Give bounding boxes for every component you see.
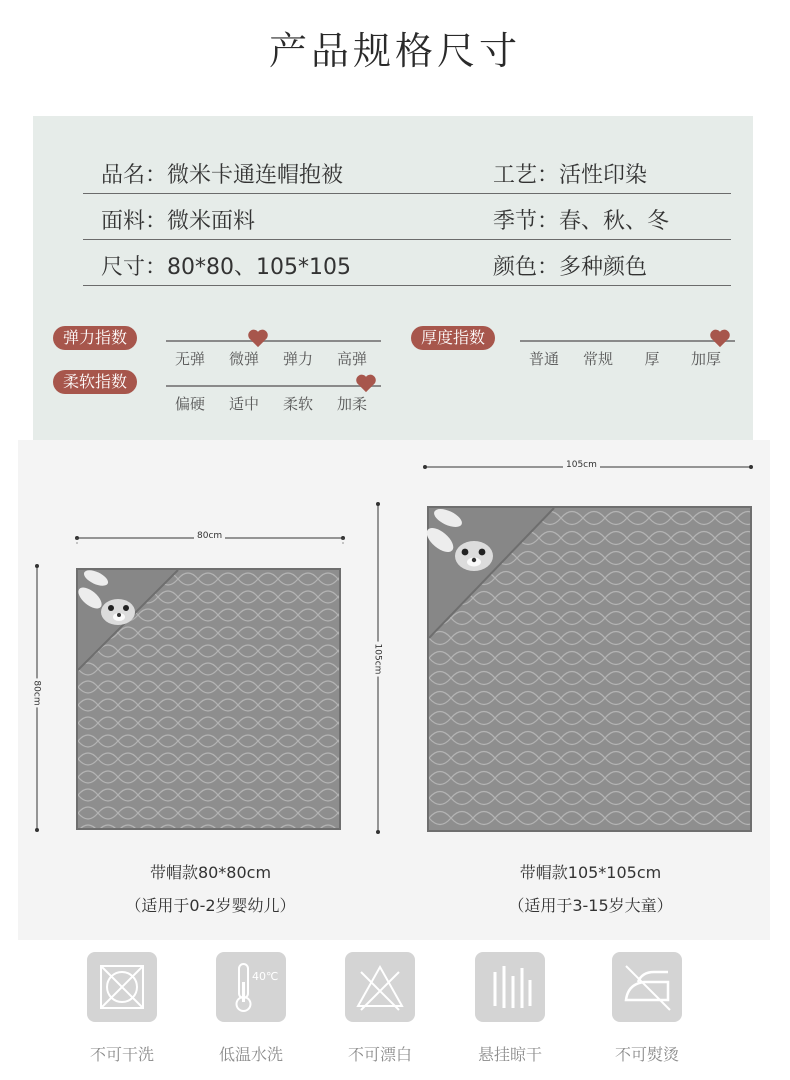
bunny-face-icon bbox=[66, 564, 156, 634]
elasticity-badge: 弹力指数 bbox=[53, 326, 137, 350]
care-item bbox=[77, 952, 167, 1065]
spec-color: 颜色：多种颜色 bbox=[493, 255, 648, 280]
large-width-label: 105cm bbox=[563, 460, 600, 470]
care-label: 悬挂晾干 bbox=[477, 1045, 542, 1064]
thickness-scale bbox=[520, 334, 745, 374]
index-level-label: 偏硬 bbox=[174, 395, 206, 413]
index-level-label: 弹力 bbox=[282, 350, 314, 368]
small-age: （适用于0-2岁婴幼儿） bbox=[125, 896, 296, 915]
spec-row bbox=[83, 194, 731, 240]
care-item bbox=[335, 952, 425, 1065]
softness-badge: 柔软指数 bbox=[53, 370, 137, 394]
large-caption: 带帽款105*105cm bbox=[519, 863, 662, 882]
index-level-label: 加厚 bbox=[690, 350, 722, 368]
spec-fabric: 面料：微米面料 bbox=[101, 209, 256, 234]
hang-dry-icon bbox=[475, 952, 545, 1022]
care-item bbox=[206, 952, 296, 1065]
index-level-label: 柔软 bbox=[282, 395, 314, 413]
small-width-label: 80cm bbox=[194, 531, 225, 541]
spec-season: 季节：春、秋、冬 bbox=[493, 209, 670, 234]
spec-row bbox=[83, 240, 731, 286]
spec-row bbox=[83, 148, 731, 194]
large-height-label: 105cm bbox=[372, 643, 383, 675]
elasticity-scale bbox=[166, 334, 386, 374]
bunny-face-icon bbox=[414, 502, 514, 582]
spec-craft: 工艺：活性印染 bbox=[493, 163, 648, 188]
small-height-label: 80cm bbox=[31, 680, 42, 706]
size-diagram-area bbox=[18, 440, 770, 940]
thickness-badge: 厚度指数 bbox=[411, 326, 495, 350]
softness-scale bbox=[166, 379, 386, 419]
index-level-label: 加柔 bbox=[336, 395, 368, 413]
index-level-label: 适中 bbox=[228, 395, 260, 413]
scale-bar bbox=[520, 340, 735, 342]
no-dry-clean-icon bbox=[87, 952, 157, 1022]
heart-marker-icon bbox=[709, 328, 731, 348]
care-label: 低温水洗 bbox=[218, 1045, 283, 1064]
spec-name: 品名：微米卡通连帽抱被 bbox=[101, 163, 344, 188]
heart-marker-icon bbox=[247, 328, 269, 348]
index-level-label: 高弹 bbox=[336, 350, 368, 368]
index-level-label: 厚 bbox=[644, 350, 660, 368]
scale-bar bbox=[166, 340, 381, 342]
care-label: 不可干洗 bbox=[89, 1045, 154, 1064]
care-item bbox=[465, 952, 555, 1065]
index-level-label: 微弹 bbox=[228, 350, 260, 368]
care-label: 不可漂白 bbox=[347, 1045, 412, 1064]
index-level-label: 常规 bbox=[582, 350, 614, 368]
heart-marker-icon bbox=[355, 373, 377, 393]
no-iron-icon bbox=[612, 952, 682, 1022]
index-level-label: 普通 bbox=[528, 350, 560, 368]
spec-panel bbox=[33, 116, 753, 440]
scale-bar bbox=[166, 385, 381, 387]
index-level-label: 无弹 bbox=[174, 350, 206, 368]
care-item bbox=[602, 952, 692, 1065]
large-age: （适用于3-15岁大童） bbox=[508, 896, 673, 915]
spec-size: 尺寸：80*80、105*105 bbox=[101, 255, 351, 280]
no-bleach-icon bbox=[345, 952, 415, 1022]
low-temp-wash-icon bbox=[216, 952, 286, 1022]
care-label: 不可熨烫 bbox=[614, 1045, 679, 1064]
wash-temperature: 40℃ bbox=[252, 970, 279, 983]
small-caption: 带帽款80*80cm bbox=[149, 863, 272, 882]
page-title: 产品规格尺寸 bbox=[268, 29, 521, 73]
